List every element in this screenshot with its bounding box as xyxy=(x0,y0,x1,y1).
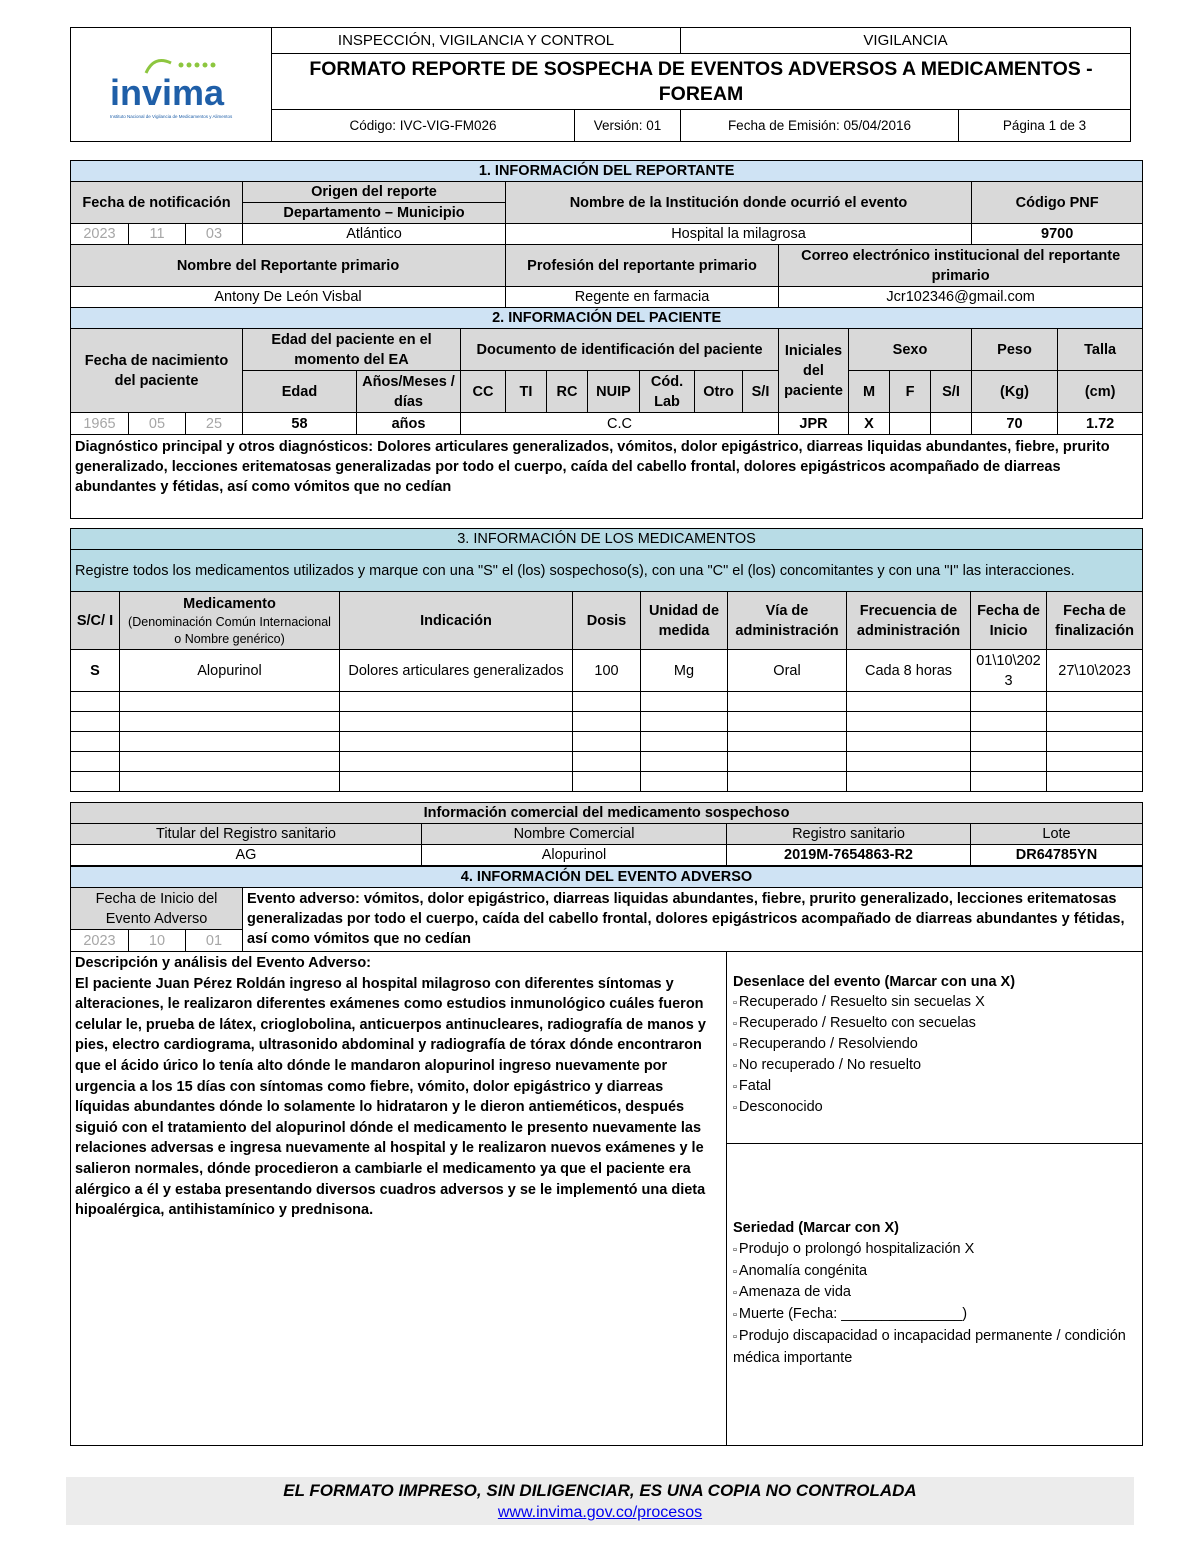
institution-value: Hospital la milagrosa xyxy=(506,224,972,245)
id-document-value: C.C xyxy=(461,413,779,435)
medications-table xyxy=(70,528,1143,792)
outcome-cell xyxy=(727,952,1143,1144)
form-code: Código: IVC-VIG-FM026 xyxy=(272,110,575,142)
form-version: Versión: 01 xyxy=(575,110,681,142)
registration-value: 2019M-7654863-R2 xyxy=(727,845,971,866)
checkbox-icon: ▫ xyxy=(733,1039,737,1051)
sex-si-header: S/I xyxy=(931,371,972,413)
svg-text:Instituto Nacional de Vigilanc: Instituto Nacional de Vigilancia de Medicamentos y Alimentos xyxy=(110,113,233,119)
institution-header: Nombre de la Institución donde ocurrió el evento xyxy=(506,182,972,224)
reporter-patient-table xyxy=(70,160,1143,519)
page-footer xyxy=(66,1477,1134,1525)
form-title: FORMATO REPORTE DE SOSPECHA DE EVENTOS ADVERSOS A MEDICAMENTOS - FOREAM xyxy=(272,54,1131,110)
seriousness-option: ▫ Amenaza de vida xyxy=(733,1284,851,1301)
email-header: Correo electrónico institucional del reportante primario xyxy=(779,245,1143,287)
sci-header: S/C/ I xyxy=(71,592,120,650)
event-day: 01 xyxy=(186,930,243,952)
height-unit-header: (cm) xyxy=(1058,371,1143,413)
row-route: Oral xyxy=(728,650,847,692)
diagnosis-text: Diagnóstico principal y otros diagnósticos: Dolores articulares generalizados, vómitos, dolor epigástrico, diarreas liquidas abundantes, fiebre, prurito generalizado, lecciones eritematosas generalizadas por todo el cuerpo, caída del cabello frontal, dolores epigástricos acompañado de diarreas abundantes y fétidas, así como vómitos que no cedían xyxy=(71,435,1143,519)
notification-month: 11 xyxy=(129,224,186,245)
id-document-header: Documento de identificación del paciente xyxy=(461,329,779,371)
adverse-event-table xyxy=(70,866,1143,1446)
birthdate-header: Fecha de nacimiento del paciente xyxy=(71,329,243,413)
lot-value: DR64785YN xyxy=(971,845,1143,866)
event-month: 10 xyxy=(129,930,186,952)
brand-name-value: Alopurinol xyxy=(422,845,727,866)
doc-other-header: Otro xyxy=(695,371,743,413)
checkbox-icon: ▫ xyxy=(733,997,737,1009)
reporter-name-value: Antony De León Visbal xyxy=(71,287,506,308)
birth-day: 25 xyxy=(186,413,243,435)
email-value: Jcr102346@gmail.com xyxy=(779,287,1143,308)
process-name: INSPECCIÓN, VIGILANCIA Y CONTROL xyxy=(272,28,681,54)
checkbox-icon: ▫ xyxy=(733,1102,737,1114)
sex-f-value xyxy=(890,413,931,435)
event-label: Evento adverso: xyxy=(247,891,360,907)
origin-header: Origen del reporte xyxy=(243,182,506,203)
age-unit-value: años xyxy=(357,413,461,435)
commercial-info-title: Información comercial del medicamento sospechoso xyxy=(71,803,1143,824)
checkbox-icon: ▫ xyxy=(733,1287,737,1300)
outcome-title: Desenlace del evento (Marcar con una X) xyxy=(733,974,1016,990)
seriousness-title: Seriedad (Marcar con X) xyxy=(733,1220,899,1236)
row-sci: S xyxy=(71,650,120,692)
empty-row xyxy=(71,692,1143,712)
height-header: Talla xyxy=(1058,329,1143,371)
reporter-name-header: Nombre del Reportante primario xyxy=(71,245,506,287)
area-name: VIGILANCIA xyxy=(681,28,1131,54)
issue-date: Fecha de Emisión: 05/04/2016 xyxy=(681,110,959,142)
event-text: vómitos, dolor epigástrico, diarreas liquidas abundantes, fiebre, prurito generalizado, lecciones eritematosas generalizadas por todo el cuerpo, caída del cabello frontal, dolores epigástricos acompañado de diarreas abundantes y fétidas, así como vómitos que no cedían xyxy=(247,891,1125,947)
seriousness-cell xyxy=(727,1144,1143,1446)
document-header xyxy=(70,27,1131,142)
outcome-option: ▫ Recuperado / Resuelto con secuelas xyxy=(733,1015,976,1031)
outcome-option: ▫ Recuperando / Resolviendo xyxy=(733,1036,918,1052)
doc-si-header: S/I xyxy=(743,371,779,413)
origin-value: Atlántico xyxy=(243,224,506,245)
analysis-text: El paciente Juan Pérez Roldán ingreso al hospital milagroso con diferentes síntomas y alteraciones, le realizaron diferentes exámenes como estudios inmunológico cuáles fueron celular le, prueba de látex, crioglobolina, anticuerpos antinucleares, radiografía de manos y pies, electro cardiograma, ultrasonido abdominal y radiografía de tórax dónde encontraron que el ácido úrico lo tenía alto dónde le mandaron alopurinol ingreso nuevamente por urgencia a los 15 días con síntomas como fiebre, vómito, dolor epigástrico y diarreas líquidas abundantes dónde lo solamente lo hidrataron y le dieron antieméticos, después siguió con el tratamiento del alopurinol dónde el medicamento le presento nuevamente las relaciones adversas e ingresa nuevamente al hospital y le realizaron nuevos exámenes y le salieron normales, dónde procedieron a cambiarle el medicamento ya que el paciente era alérgico a él y estaba presentando diversos cuadros adversos y se le implementó una dieta hipoalérgica, antihistamínico y prednisona. xyxy=(75,975,706,1219)
medication-header-sub: (Denominación Común Internacional o Nombre genérico) xyxy=(128,614,331,646)
event-year: 2023 xyxy=(71,930,129,952)
notification-day: 03 xyxy=(186,224,243,245)
sex-header: Sexo xyxy=(849,329,972,371)
row-dose: 100 xyxy=(573,650,641,692)
age-value: 58 xyxy=(243,413,357,435)
department-header: Departamento – Municipio xyxy=(243,203,506,224)
pnf-header: Código PNF xyxy=(972,182,1143,224)
invima-logo-icon xyxy=(76,45,266,125)
notification-year: 2023 xyxy=(71,224,129,245)
unit-header: Unidad de medida xyxy=(641,592,728,650)
sex-m-header: M xyxy=(849,371,890,413)
seriousness-option: ▫ Anomalía congénita xyxy=(733,1262,868,1279)
page-number: Página 1 de 3 xyxy=(959,110,1131,142)
section-2-title: 2. INFORMACIÓN DEL PACIENTE xyxy=(71,308,1143,329)
checkbox-icon: ▫ xyxy=(733,1330,737,1343)
row-unit: Mg xyxy=(641,650,728,692)
checkbox-icon: ▫ xyxy=(733,1081,737,1093)
doc-cc-header: CC xyxy=(461,371,506,413)
event-description-cell xyxy=(243,888,1143,952)
route-header: Vía de administración xyxy=(728,592,847,650)
height-value: 1.72 xyxy=(1058,413,1143,435)
age-at-event-header: Edad del paciente en el momento del EA xyxy=(243,329,461,371)
svg-text:invima: invima xyxy=(110,71,225,113)
holder-value: AG xyxy=(71,845,422,866)
row-medication: Alopurinol xyxy=(120,650,340,692)
brand-name-header: Nombre Comercial xyxy=(422,824,727,845)
footer-link[interactable]: www.invima.gov.co/procesos xyxy=(497,1504,703,1521)
end-date-header: Fecha de finalización xyxy=(1047,592,1143,650)
empty-row xyxy=(71,752,1143,772)
commercial-info-table xyxy=(70,802,1143,866)
footer-notice: EL FORMATO IMPRESO, SIN DILIGENCIAR, ES UNA COPIA NO CONTROLADA xyxy=(283,1481,917,1500)
logo-cell xyxy=(71,28,272,142)
doc-nuip-header: NUIP xyxy=(588,371,640,413)
checkbox-icon: ▫ xyxy=(733,1265,737,1278)
row-start-date: 01\10\2023 xyxy=(971,650,1047,692)
indication-header: Indicación xyxy=(340,592,573,650)
outcome-option: ▫ Fatal xyxy=(733,1078,772,1094)
seriousness-option: ▫ Produjo discapacidad o incapacidad permanente / condición médica importante xyxy=(733,1327,1126,1366)
pnf-value: 9700 xyxy=(972,224,1143,245)
registration-header: Registro sanitario xyxy=(727,824,971,845)
sex-si-value xyxy=(931,413,972,435)
profession-value: Regente en farmacia xyxy=(506,287,779,308)
birth-month: 05 xyxy=(129,413,186,435)
invima-logo xyxy=(76,45,266,125)
analysis-label: Descripción y análisis del Evento Adverso: xyxy=(75,955,372,971)
initials-header: Iniciales del paciente xyxy=(779,329,849,413)
sex-m-value: X xyxy=(849,413,890,435)
notification-date-header: Fecha de notificación xyxy=(71,182,243,224)
checkbox-icon: ▫ xyxy=(733,1018,737,1030)
section-4-title: 4. INFORMACIÓN DEL EVENTO ADVERSO xyxy=(71,867,1143,888)
checkbox-icon: ▫ xyxy=(733,1309,737,1322)
doc-codlab-header: Cód. Lab xyxy=(640,371,695,413)
table-row xyxy=(71,650,1143,692)
row-frequency: Cada 8 horas xyxy=(847,650,971,692)
row-indication: Dolores articulares generalizados xyxy=(340,650,573,692)
checkbox-icon: ▫ xyxy=(733,1243,737,1256)
outcome-option: ▫ Recuperado / Resuelto sin secuelas X xyxy=(733,994,985,1010)
age-header: Edad xyxy=(243,371,357,413)
weight-header: Peso xyxy=(972,329,1058,371)
birth-year: 1965 xyxy=(71,413,129,435)
empty-row xyxy=(71,712,1143,732)
age-unit-header: Años/Meses / días xyxy=(357,371,461,413)
seriousness-option: ▫ Muerte (Fecha: _______________) xyxy=(733,1306,968,1323)
seriousness-option: ▫ Produjo o prolongó hospitalización X xyxy=(733,1240,975,1257)
section-1-title: 1. INFORMACIÓN DEL REPORTANTE xyxy=(71,161,1143,182)
analysis-cell xyxy=(71,952,727,1446)
medication-header-label: Medicamento xyxy=(183,595,276,612)
section-3-title: 3. INFORMACIÓN DE LOS MEDICAMENTOS xyxy=(71,529,1143,550)
event-start-header: Fecha de Inicio del Evento Adverso xyxy=(71,888,243,930)
lot-header: Lote xyxy=(971,824,1143,845)
outcome-option: ▫ Desconocido xyxy=(733,1099,823,1115)
weight-unit-header: (Kg) xyxy=(972,371,1058,413)
initials-value: JPR xyxy=(779,413,849,435)
start-date-header: Fecha de Inicio xyxy=(971,592,1047,650)
checkbox-icon: ▫ xyxy=(733,1060,737,1072)
doc-ti-header: TI xyxy=(506,371,547,413)
profession-header: Profesión del reportante primario xyxy=(506,245,779,287)
row-end-date: 27\10\2023 xyxy=(1047,650,1143,692)
dose-header: Dosis xyxy=(573,592,641,650)
empty-row xyxy=(71,772,1143,792)
sex-f-header: F xyxy=(890,371,931,413)
holder-header: Titular del Registro sanitario xyxy=(71,824,422,845)
frequency-header: Frecuencia de administración xyxy=(847,592,971,650)
weight-value: 70 xyxy=(972,413,1058,435)
doc-rc-header: RC xyxy=(547,371,588,413)
empty-row xyxy=(71,732,1143,752)
section-3-instructions: Registre todos los medicamentos utilizados y marque con una "S" el (los) sospechoso(s), con una "C" el (los) concomitantes y con una "I" las interacciones. xyxy=(71,550,1143,592)
outcome-option: ▫ No recuperado / No resuelto xyxy=(733,1057,922,1073)
medication-header xyxy=(120,592,340,650)
